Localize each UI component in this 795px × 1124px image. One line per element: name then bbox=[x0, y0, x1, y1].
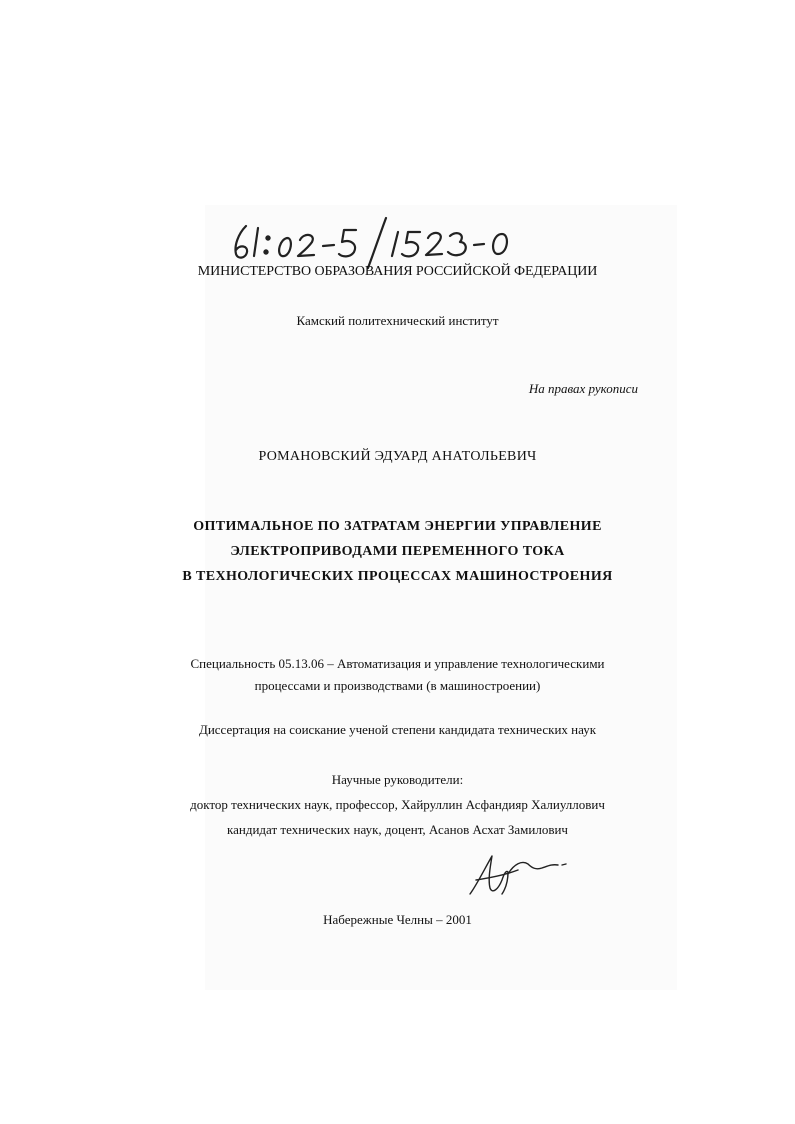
specialty-line: процессами и производствами (в машиностроении) bbox=[254, 678, 541, 693]
signature bbox=[462, 850, 572, 900]
supervisors-block bbox=[0, 767, 795, 842]
supervisor-line: доктор технических наук, профессор, Хайруллин Асфандияр Халиуллович bbox=[190, 797, 605, 812]
institute-name: Камский политехнический институт bbox=[296, 313, 499, 328]
thesis-title-line: ОПТИМАЛЬНОЕ ПО ЗАТРАТАМ ЭНЕРГИИ УПРАВЛЕНИЕ bbox=[193, 519, 602, 534]
supervisors-heading: Научные руководители: bbox=[331, 772, 464, 787]
degree-statement: Диссертация на соискание ученой степени кандидата технических наук bbox=[198, 722, 597, 737]
handwritten-archive-code bbox=[228, 212, 528, 270]
thesis-title-line: ЭЛЕКТРОПРИВОДАМИ ПЕРЕМЕННОГО ТОКА bbox=[230, 544, 565, 559]
thesis-title bbox=[0, 514, 795, 589]
city-and-year: Набережные Челны – 2001 bbox=[323, 912, 472, 927]
author-name: РОМАНОВСКИЙ ЭДУАРД АНАТОЛЬЕВИЧ bbox=[258, 449, 537, 464]
manuscript-rights-note: На правах рукописи bbox=[528, 381, 638, 396]
specialty-block bbox=[0, 653, 795, 697]
supervisor-line: кандидат технических наук, доцент, Асанов Асхат Замилович bbox=[227, 822, 568, 837]
ministry-name: МИНИСТЕРСТВО ОБРАЗОВАНИЯ РОССИЙСКОЙ ФЕДЕРАЦИИ bbox=[197, 264, 598, 279]
specialty-line: Специальность 05.13.06 – Автоматизация и управление технологическими bbox=[190, 656, 605, 671]
thesis-title-line: В ТЕХНОЛОГИЧЕСКИХ ПРОЦЕССАХ МАШИНОСТРОЕНИЯ bbox=[182, 569, 613, 584]
